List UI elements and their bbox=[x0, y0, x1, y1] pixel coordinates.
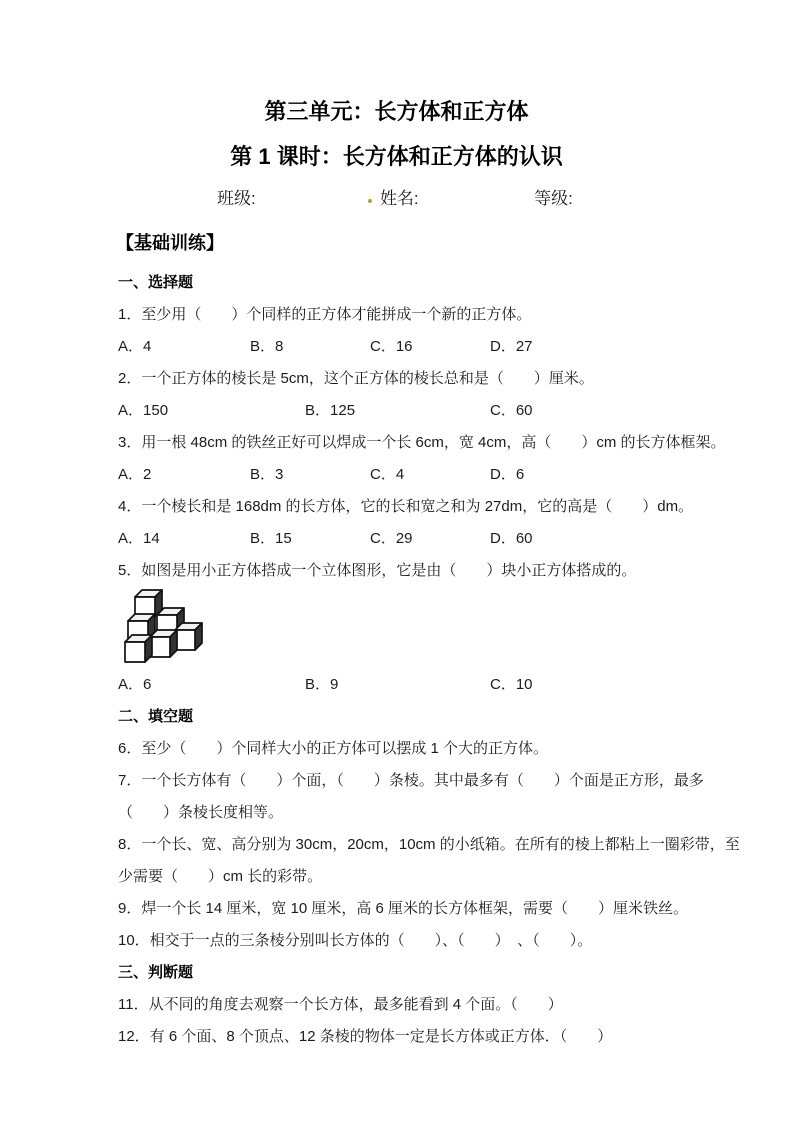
question-1-options bbox=[118, 331, 763, 363]
section-judgement-header: 三、判断题 bbox=[118, 964, 194, 981]
question-8-line2: 少需要（ ）cm 长的彩带。 bbox=[118, 868, 323, 885]
option-a: A．150 bbox=[118, 402, 169, 419]
grade-label: 等级: bbox=[534, 189, 573, 208]
name-label: 姓名: bbox=[379, 189, 419, 208]
cube-stack-figure bbox=[118, 587, 763, 669]
option-d: D．6 bbox=[490, 466, 525, 483]
lesson-title: 第 1 课时：长方体和正方体的认识 bbox=[230, 144, 563, 169]
basic-training-header: 【基础训练】 bbox=[116, 233, 224, 253]
question-2-options bbox=[118, 395, 763, 427]
question-10: 10．相交于一点的三条棱分别叫长方体的（ ）、（ ） 、（ ）。 bbox=[118, 932, 593, 949]
question-2: 2．一个正方体的棱长是 5cm，这个正方体的棱长总和是（ ）厘米。 bbox=[118, 370, 594, 387]
question-5-options bbox=[118, 669, 763, 701]
question-7-line2: （ ）条棱长度相等。 bbox=[118, 804, 284, 821]
option-a: A．2 bbox=[118, 466, 152, 483]
unit-title: 第三单元：长方体和正方体 bbox=[264, 99, 529, 124]
option-a: A．14 bbox=[118, 530, 160, 547]
option-c: C．29 bbox=[370, 530, 413, 547]
section-fill-blank-header: 二、填空题 bbox=[118, 708, 194, 725]
option-a: A．6 bbox=[118, 676, 152, 693]
worksheet-body bbox=[118, 267, 763, 1053]
question-8-line1: 8．一个长、宽、高分别为 30cm，20cm，10cm 的小纸箱。在所有的棱上都粘上一圈彩带，至 bbox=[118, 836, 740, 853]
question-7-line1: 7．一个长方体有（ ）个面，（ ）条棱。其中最多有（ ）个面是正方形，最多 bbox=[118, 772, 704, 789]
student-info-row bbox=[217, 188, 793, 210]
question-4-options bbox=[118, 523, 763, 555]
option-c: C．4 bbox=[370, 466, 405, 483]
question-9: 9．焊一个长 14 厘米，宽 10 厘米，高 6 厘米的长方体框架，需要（ ）厘米铁丝。 bbox=[118, 900, 689, 917]
option-b: B．9 bbox=[305, 676, 339, 693]
question-5: 5．如图是用小正方体搭成一个立体图形，它是由（ ）块小正方体搭成的。 bbox=[118, 562, 637, 579]
option-c: C．10 bbox=[490, 676, 533, 693]
section-choice-header: 一、选择题 bbox=[118, 274, 194, 291]
question-3-options bbox=[118, 459, 763, 491]
option-d: D．60 bbox=[490, 530, 533, 547]
question-1: 1．至少用（ ）个同样的正方体才能拼成一个新的正方体。 bbox=[118, 306, 532, 323]
option-b: B．125 bbox=[305, 402, 356, 419]
option-b: B．8 bbox=[250, 338, 284, 355]
question-12: 12．有 6 个面、8 个顶点、12 条棱的物体一定是长方体或正方体．（ ） bbox=[118, 1028, 613, 1045]
option-b: B．15 bbox=[250, 530, 292, 547]
option-d: D．27 bbox=[490, 338, 533, 355]
option-a: A．4 bbox=[118, 338, 152, 355]
option-c: C．60 bbox=[490, 402, 533, 419]
cube-stack-illustration bbox=[118, 587, 228, 669]
question-4: 4．一个棱长和是 168dm 的长方体，它的长和宽之和为 27dm，它的高是（ ）dm。 bbox=[118, 498, 694, 515]
option-c: C．16 bbox=[370, 338, 413, 355]
question-3: 3．用一根 48cm 的铁丝正好可以焊成一个长 6cm，宽 4cm，高（ ）cm 的长方体框架。 bbox=[118, 434, 726, 451]
class-label: 班级: bbox=[217, 189, 256, 208]
option-b: B．3 bbox=[250, 466, 284, 483]
separator-dot bbox=[368, 199, 372, 203]
question-6: 6．至少（ ）个同样大小的正方体可以摆成 1 个大的正方体。 bbox=[118, 740, 549, 757]
question-11: 11．从不同的角度去观察一个长方体，最多能看到 4 个面。（ ） bbox=[118, 996, 563, 1013]
